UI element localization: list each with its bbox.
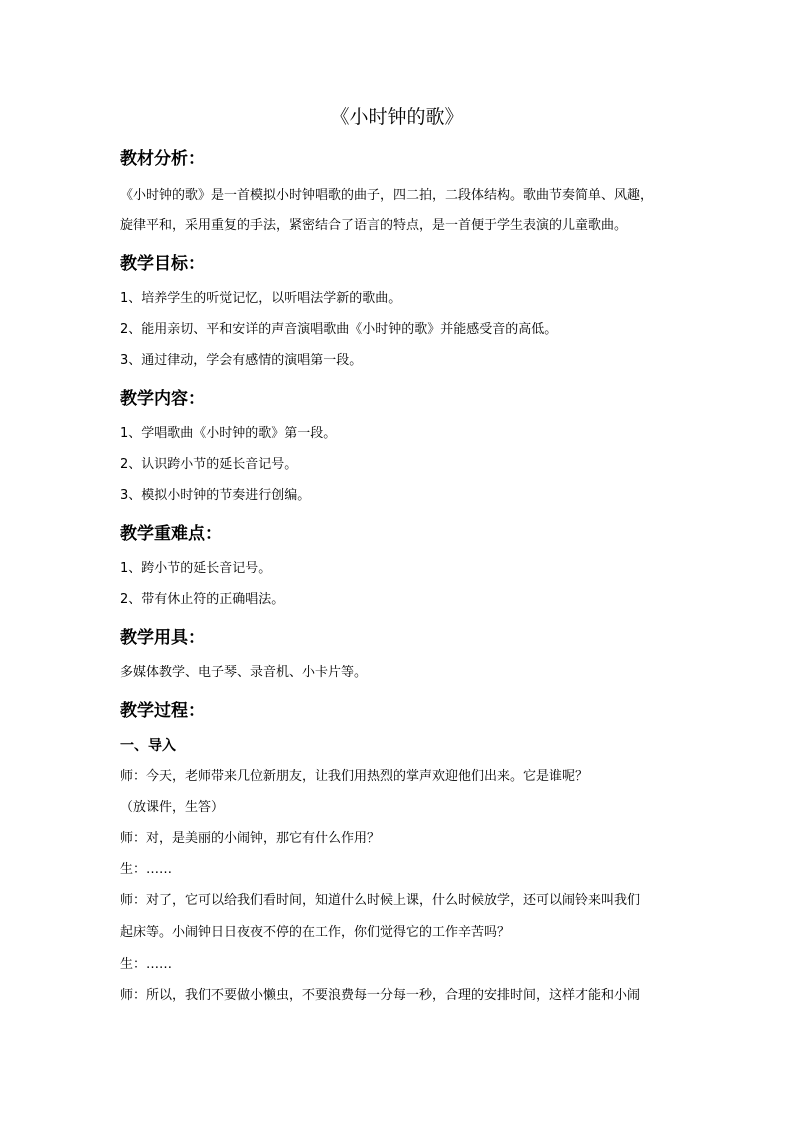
content-item: 2、认识跨小节的延长音记号。 bbox=[120, 457, 298, 472]
dialogue-line: 师：今天，老师带来几位新朋友，让我们用热烈的掌声欢迎他们出来。它是谁呢？ bbox=[120, 769, 589, 784]
tools-text: 多媒体教学、电子琴、录音机、小卡片等。 bbox=[120, 665, 368, 680]
analysis-line: 旋律平和，采用重复的手法，紧密结合了语言的特点，是一首便于学生表演的儿童歌曲。 bbox=[120, 218, 628, 233]
heading-process: 教学过程： bbox=[120, 701, 205, 721]
heading-tools: 教学用具： bbox=[120, 628, 205, 648]
document-title: 《小时钟的歌》 bbox=[330, 106, 464, 128]
content-item: 3、模拟小时钟的节奏进行创编。 bbox=[120, 488, 311, 503]
heading-analysis: 教材分析： bbox=[120, 149, 205, 169]
keypoint-item: 2、带有休止符的正确唱法。 bbox=[120, 592, 285, 607]
step-title-intro: 一、导入 bbox=[120, 738, 176, 754]
heading-content: 教学内容： bbox=[120, 389, 205, 409]
keypoint-item: 1、跨小节的延长音记号。 bbox=[120, 561, 272, 576]
dialogue-line: 师：所以，我们不要做小懒虫，不要浪费每一分每一秒，合理的安排时间，这样才能和小闹 bbox=[120, 988, 641, 1003]
heading-keypoints: 教学重难点： bbox=[120, 524, 222, 544]
heading-goals: 教学目标： bbox=[120, 254, 205, 274]
goal-item: 3、通过律动，学会有感情的演唱第一段。 bbox=[120, 353, 363, 368]
dialogue-line: 师：对，是美丽的小闹钟，那它有什么作用？ bbox=[120, 831, 381, 846]
dialogue-line: 师：对了，它可以给我们看时间，知道什么时候上课，什么时候放学，还可以闹铃来叫我们 bbox=[120, 893, 641, 908]
content-item: 1、学唱歌曲《小时钟的歌》第一段。 bbox=[120, 426, 337, 441]
goal-item: 1、培养学生的听觉记忆，以听唱法学新的歌曲。 bbox=[120, 291, 402, 306]
dialogue-line: 生：…… bbox=[120, 862, 173, 877]
analysis-line: 《小时钟的歌》是一首模拟小时钟唱歌的曲子，四二拍，二段体结构。歌曲节奏简单、风趣， bbox=[120, 188, 654, 203]
dialogue-line: （放课件，生答） bbox=[120, 800, 225, 815]
dialogue-line: 生：…… bbox=[120, 957, 173, 972]
dialogue-line: 起床等。小闹钟日日夜夜不停的在工作，你们觉得它的工作辛苦吗？ bbox=[120, 925, 511, 940]
goal-item: 2、能用亲切、平和安详的声音演唱歌曲《小时钟的歌》并能感受音的高低。 bbox=[120, 322, 558, 337]
